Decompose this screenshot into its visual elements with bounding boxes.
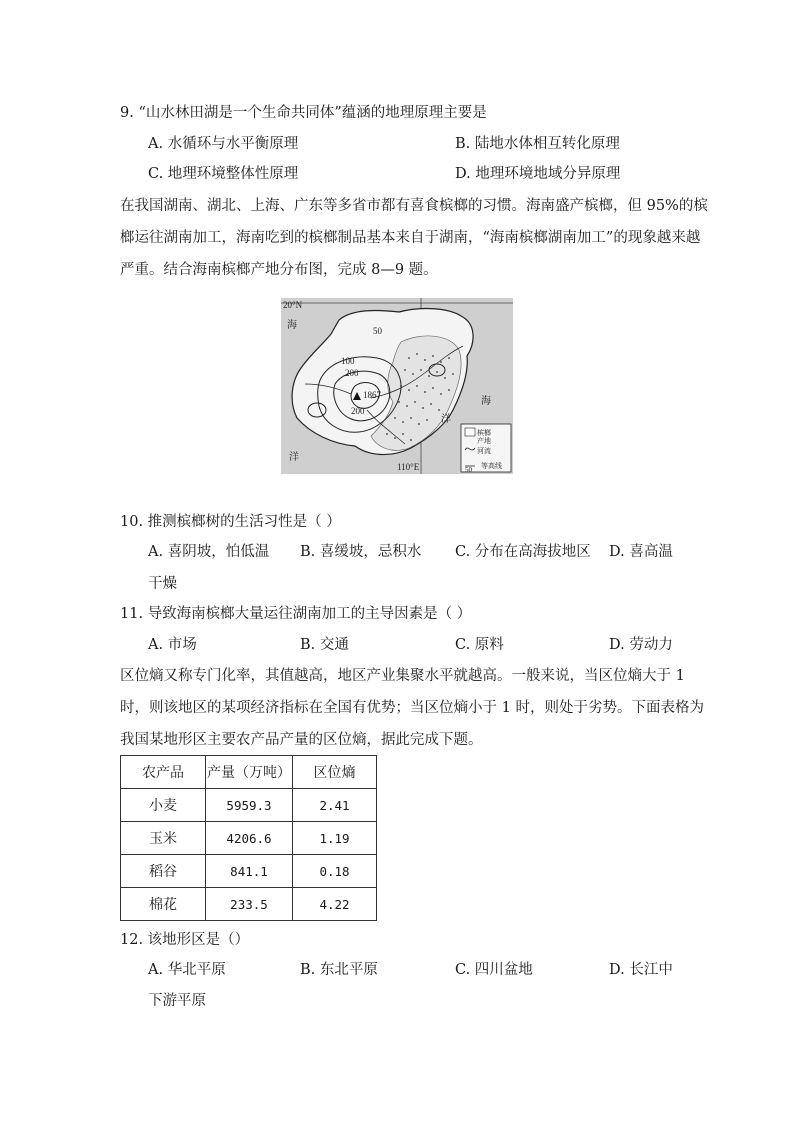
label-sea-right: 海	[481, 396, 491, 407]
label-ocean-left: 洋	[289, 452, 299, 463]
q12-option-d-cont: 下游平原	[148, 993, 206, 1009]
label-contour-200b: 200	[351, 406, 365, 416]
table-row	[121, 888, 377, 921]
passage2-line1: 区位熵又称专门化率，其值越高，地区产业集聚水平就越高。一般来说，当区位熵大于 1	[120, 668, 685, 684]
q10-stem: 10. 推测槟榔树的生活习性是（ ）	[120, 514, 341, 530]
q12-stem: 12. 该地形区是（）	[120, 932, 250, 948]
q10-option-b: B. 喜缓坡，忌积水	[300, 544, 422, 560]
q9-stem: 9. “山水林田湖是一个生命共同体”蕴涵的地理原理主要是	[120, 105, 487, 121]
location-quotient-table	[120, 755, 377, 921]
q10-option-d: D. 喜高温	[609, 544, 673, 560]
table-row	[121, 822, 377, 855]
q11-stem: 11. 导致海南槟榔大量运往湖南加工的主导因素是（ ）	[120, 606, 472, 622]
legend-contour: 等高线	[481, 462, 502, 470]
table-cell: 841.1	[206, 855, 293, 888]
table-cell: 4206.6	[206, 822, 293, 855]
table-row	[121, 789, 377, 822]
table-header: 产量（万吨）	[206, 756, 293, 789]
q11-option-a: A. 市场	[148, 637, 197, 653]
passage1-line2: 榔运往湖南加工，海南吃到的槟榔制品基本来自于湖南，“海南槟榔湖南加工”的现象越来越	[120, 230, 701, 246]
table-header: 农产品	[121, 756, 206, 789]
q12-option-c: C. 四川盆地	[455, 962, 533, 978]
q10-option-a: A. 喜阴坡，怕低温	[148, 544, 270, 560]
map-svg	[281, 298, 513, 474]
label-contour-50: 50	[373, 326, 382, 336]
q11-option-c: C. 原料	[455, 637, 504, 653]
q9-option-b: B. 陆地水体相互转化原理	[455, 136, 620, 152]
q11-option-d: D. 劳动力	[609, 637, 673, 653]
legend-binlang-swatch	[465, 428, 475, 436]
table-cell: 2.41	[293, 789, 377, 822]
table-header-row	[121, 756, 377, 789]
legend-binlang: 槟榔	[477, 429, 491, 437]
table-header: 区位熵	[293, 756, 377, 789]
table-cell: 233.5	[206, 888, 293, 921]
q12-option-a: A. 华北平原	[148, 962, 226, 978]
q9-option-c: C. 地理环境整体性原理	[148, 166, 299, 182]
label-ocean-right: 洋	[441, 414, 451, 425]
table-cell: 0.18	[293, 855, 377, 888]
q10-option-d-cont: 干燥	[148, 576, 177, 592]
table-cell: 玉米	[121, 822, 206, 855]
legend-river: 河流	[477, 447, 491, 455]
legend-50: 50	[465, 466, 472, 474]
passage1-line3: 严重。结合海南槟榔产地分布图，完成 8—9 题。	[120, 262, 438, 278]
q11-option-b: B. 交通	[300, 637, 349, 653]
legend-chandi: 产地	[477, 437, 491, 445]
label-contour-100: 100	[341, 356, 355, 366]
label-peak: 1867	[363, 390, 381, 400]
q12-option-b: B. 东北平原	[300, 962, 378, 978]
table-cell: 稻谷	[121, 855, 206, 888]
hainan-binlang-map	[281, 298, 513, 474]
q10-option-c: C. 分布在高海拔地区	[455, 544, 591, 560]
q12-option-d: D. 长江中	[609, 962, 673, 978]
label-lat: 20°N	[283, 300, 303, 310]
label-lon: 110°E	[397, 462, 420, 472]
q9-option-a: A. 水循环与水平衡原理	[148, 136, 299, 152]
label-contour-200a: 200	[345, 368, 359, 378]
table-row	[121, 855, 377, 888]
q9-option-d: D. 地理环境地域分异原理	[455, 166, 621, 182]
table-cell: 5959.3	[206, 789, 293, 822]
passage2-line2: 时，则该地区的某项经济指标在全国有优势；当区位熵小于 1 时，则处于劣势。下面表格为	[120, 700, 704, 716]
table-cell: 棉花	[121, 888, 206, 921]
table-cell: 1.19	[293, 822, 377, 855]
label-sea-left: 海	[287, 320, 297, 331]
passage2-line3: 我国某地形区主要农产品产量的区位熵，据此完成下题。	[120, 732, 483, 748]
table-cell: 小麦	[121, 789, 206, 822]
table-cell: 4.22	[293, 888, 377, 921]
passage1-line1: 在我国湖南、湖北、上海、广东等多省市都有喜食槟榔的习惯。海南盛产槟榔，但 95%的槟	[120, 198, 708, 214]
